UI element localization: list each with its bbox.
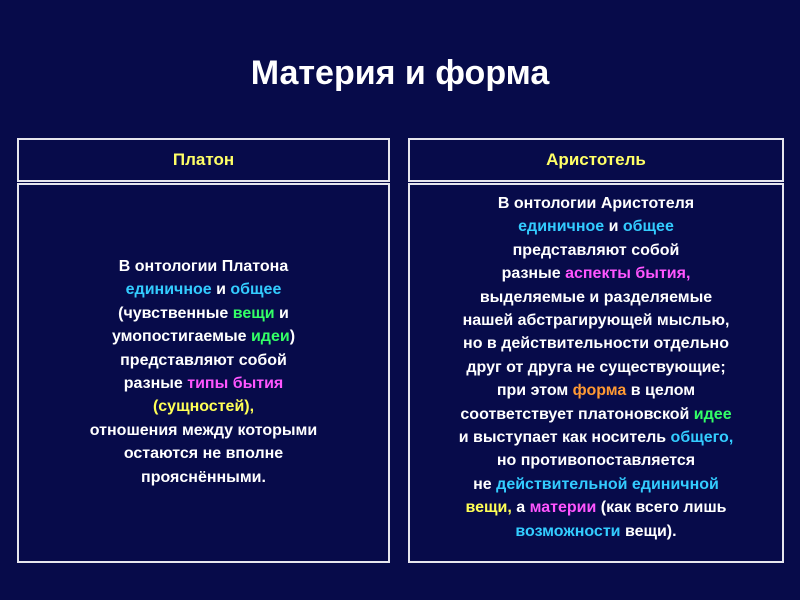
highlighted-term: общее (622, 218, 674, 236)
text-line (410, 262, 782, 285)
text-line (19, 442, 388, 465)
text-line (410, 215, 782, 238)
text-line (410, 309, 782, 332)
text-line (19, 349, 388, 372)
highlighted-term: вещи (232, 304, 275, 322)
text-segment: В онтологии Платона (118, 258, 289, 275)
text-line (19, 395, 388, 418)
text-line (410, 379, 782, 402)
text-line (19, 255, 388, 278)
text-segment: а (511, 499, 530, 517)
text-segment: нашей абстрагирующей мыслью, (462, 312, 730, 330)
aristotle-heading: Аристотель (546, 150, 646, 169)
text-line (19, 372, 388, 395)
aristotle-text (410, 192, 782, 543)
text-segment: умопостигаемые (111, 328, 251, 346)
text-segment: при этом (496, 382, 573, 400)
aristotle-header-box (408, 138, 784, 182)
highlighted-term: форма (572, 382, 627, 400)
highlighted-term: единичное (125, 281, 212, 299)
text-segment: и (274, 304, 289, 322)
text-segment: отношения между которыми (89, 421, 318, 439)
highlighted-term: материи (529, 499, 597, 517)
text-segment: соответствует платоновской (460, 405, 694, 423)
highlighted-term: действительной единичной (496, 475, 719, 493)
plato-heading: Платон (172, 150, 235, 169)
text-line (410, 496, 782, 519)
text-segment: (чувственные (118, 304, 233, 322)
text-segment: но противопоставляется (496, 452, 696, 470)
text-line (410, 239, 782, 262)
text-line (19, 325, 388, 348)
highlighted-term: единичное (518, 218, 605, 236)
text-segment: (как всего лишь (596, 499, 727, 517)
text-segment: друг от друга не существующие; (466, 358, 726, 376)
text-segment: В онтологии Аристотеля (497, 195, 695, 212)
text-line (410, 426, 782, 449)
slide-title: Материя и форма (250, 54, 550, 92)
aristotle-text-box (408, 183, 784, 563)
text-line (410, 286, 782, 309)
highlighted-term: типы бытия (187, 375, 284, 393)
text-segment: ) (289, 328, 296, 346)
text-segment: и (604, 218, 623, 236)
highlighted-term: идее (693, 405, 732, 423)
plato-header-box (17, 138, 390, 182)
text-segment: не (473, 475, 497, 493)
text-segment: представляют собой (120, 351, 287, 369)
text-segment: разные (123, 375, 188, 393)
highlighted-term: аспекты бытия, (565, 265, 691, 283)
text-segment: представляют собой (512, 241, 680, 259)
text-line (410, 332, 782, 355)
plato-text (19, 255, 388, 489)
highlighted-term: общее (230, 281, 282, 299)
text-segment: и выступает как носитель (458, 429, 671, 447)
text-segment: вещи). (620, 522, 677, 540)
plato-text-box (17, 183, 390, 563)
text-segment: разные (501, 265, 566, 283)
text-line (410, 520, 782, 543)
text-segment: и (211, 281, 231, 299)
text-line (19, 278, 388, 301)
highlighted-term: общего, (670, 429, 734, 447)
text-line (410, 192, 782, 215)
text-line (410, 473, 782, 496)
highlighted-term: (сущностей), (152, 398, 255, 416)
text-line (410, 449, 782, 472)
text-segment: в целом (626, 382, 696, 400)
text-line (19, 419, 388, 442)
text-line (410, 403, 782, 426)
text-line (19, 466, 388, 489)
highlighted-term: идеи (250, 328, 290, 346)
text-line (410, 356, 782, 379)
text-segment: остаются не вполне (123, 445, 284, 463)
text-segment: но в действительности отдельно (463, 335, 729, 353)
highlighted-term: вещи, (465, 499, 512, 517)
text-line (19, 302, 388, 325)
highlighted-term: возможности (515, 522, 621, 540)
text-segment: прояснёнными. (141, 468, 266, 486)
text-segment: выделяемые и разделяемые (479, 288, 713, 306)
